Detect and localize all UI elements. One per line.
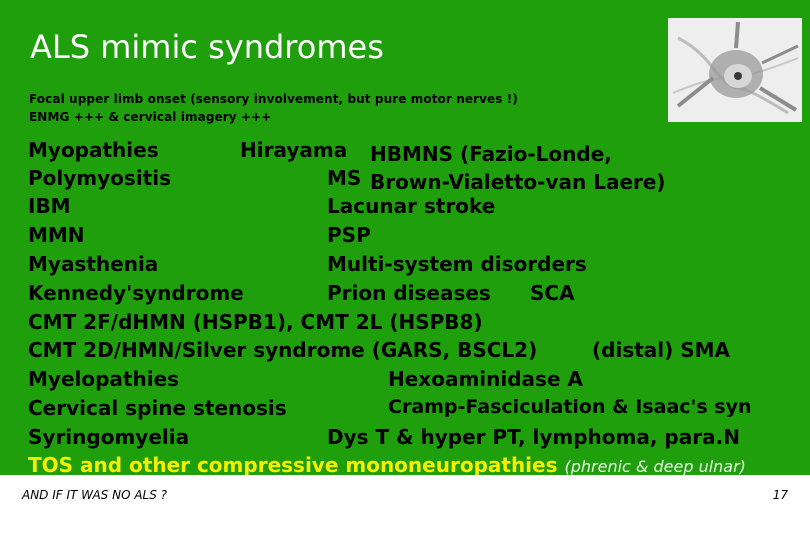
list-item: Hirayama <box>240 138 348 162</box>
list-item: (distal) SMA <box>592 338 731 362</box>
list-item: Prion diseases <box>327 281 491 305</box>
list-item: Dys T & hyper PT, lymphoma, para.N <box>327 425 740 449</box>
tos-main-text: TOS and other compressive mononeuropathies <box>28 453 558 475</box>
list-item: Syringomyelia <box>28 425 190 449</box>
subtitle-line-2: ENMG +++ & cervical imagery +++ <box>29 110 272 124</box>
list-item: CMT 2D/HMN/Silver syndrome (GARS, BSCL2) <box>28 338 538 362</box>
list-item: Myasthenia <box>28 252 159 276</box>
list-item: IBM <box>28 194 71 218</box>
list-item: Myopathies <box>28 138 159 162</box>
list-item: HBMNS (Fazio-Londe, <box>370 142 612 166</box>
list-item: MMN <box>28 223 85 247</box>
slide-title: ALS mimic syndromes <box>30 28 384 66</box>
neuron-micrograph-image <box>668 18 802 122</box>
list-item: SCA <box>530 281 575 305</box>
subtitle-line-1: Focal upper limb onset (sensory involvement, but pure motor nerves !) <box>29 92 518 106</box>
footer-left-text: AND IF IT WAS NO ALS ? <box>22 488 168 502</box>
list-item: Lacunar stroke <box>327 194 496 218</box>
list-item: MS <box>327 166 362 190</box>
page-number: 17 <box>772 488 788 502</box>
list-item: PSP <box>327 223 371 247</box>
tos-line <box>28 453 746 475</box>
list-item: Brown-Vialetto-van Laere) <box>370 170 666 194</box>
list-item: Kennedy'syndrome <box>28 281 244 305</box>
tos-note-text: (phrenic & deep ulnar) <box>564 457 746 475</box>
list-item: Cervical spine stenosis <box>28 396 287 420</box>
list-item: Myelopathies <box>28 367 180 391</box>
list-item: Multi-system disorders <box>327 252 587 276</box>
list-item: Polymyositis <box>28 166 171 190</box>
list-item: Cramp-Fasciculation & Isaac's syn <box>388 396 752 418</box>
list-item: Hexoaminidase A <box>388 367 583 391</box>
list-item: CMT 2F/dHMN (HSPB1), CMT 2L (HSPB8) <box>28 310 483 334</box>
slide-footer <box>0 476 810 540</box>
